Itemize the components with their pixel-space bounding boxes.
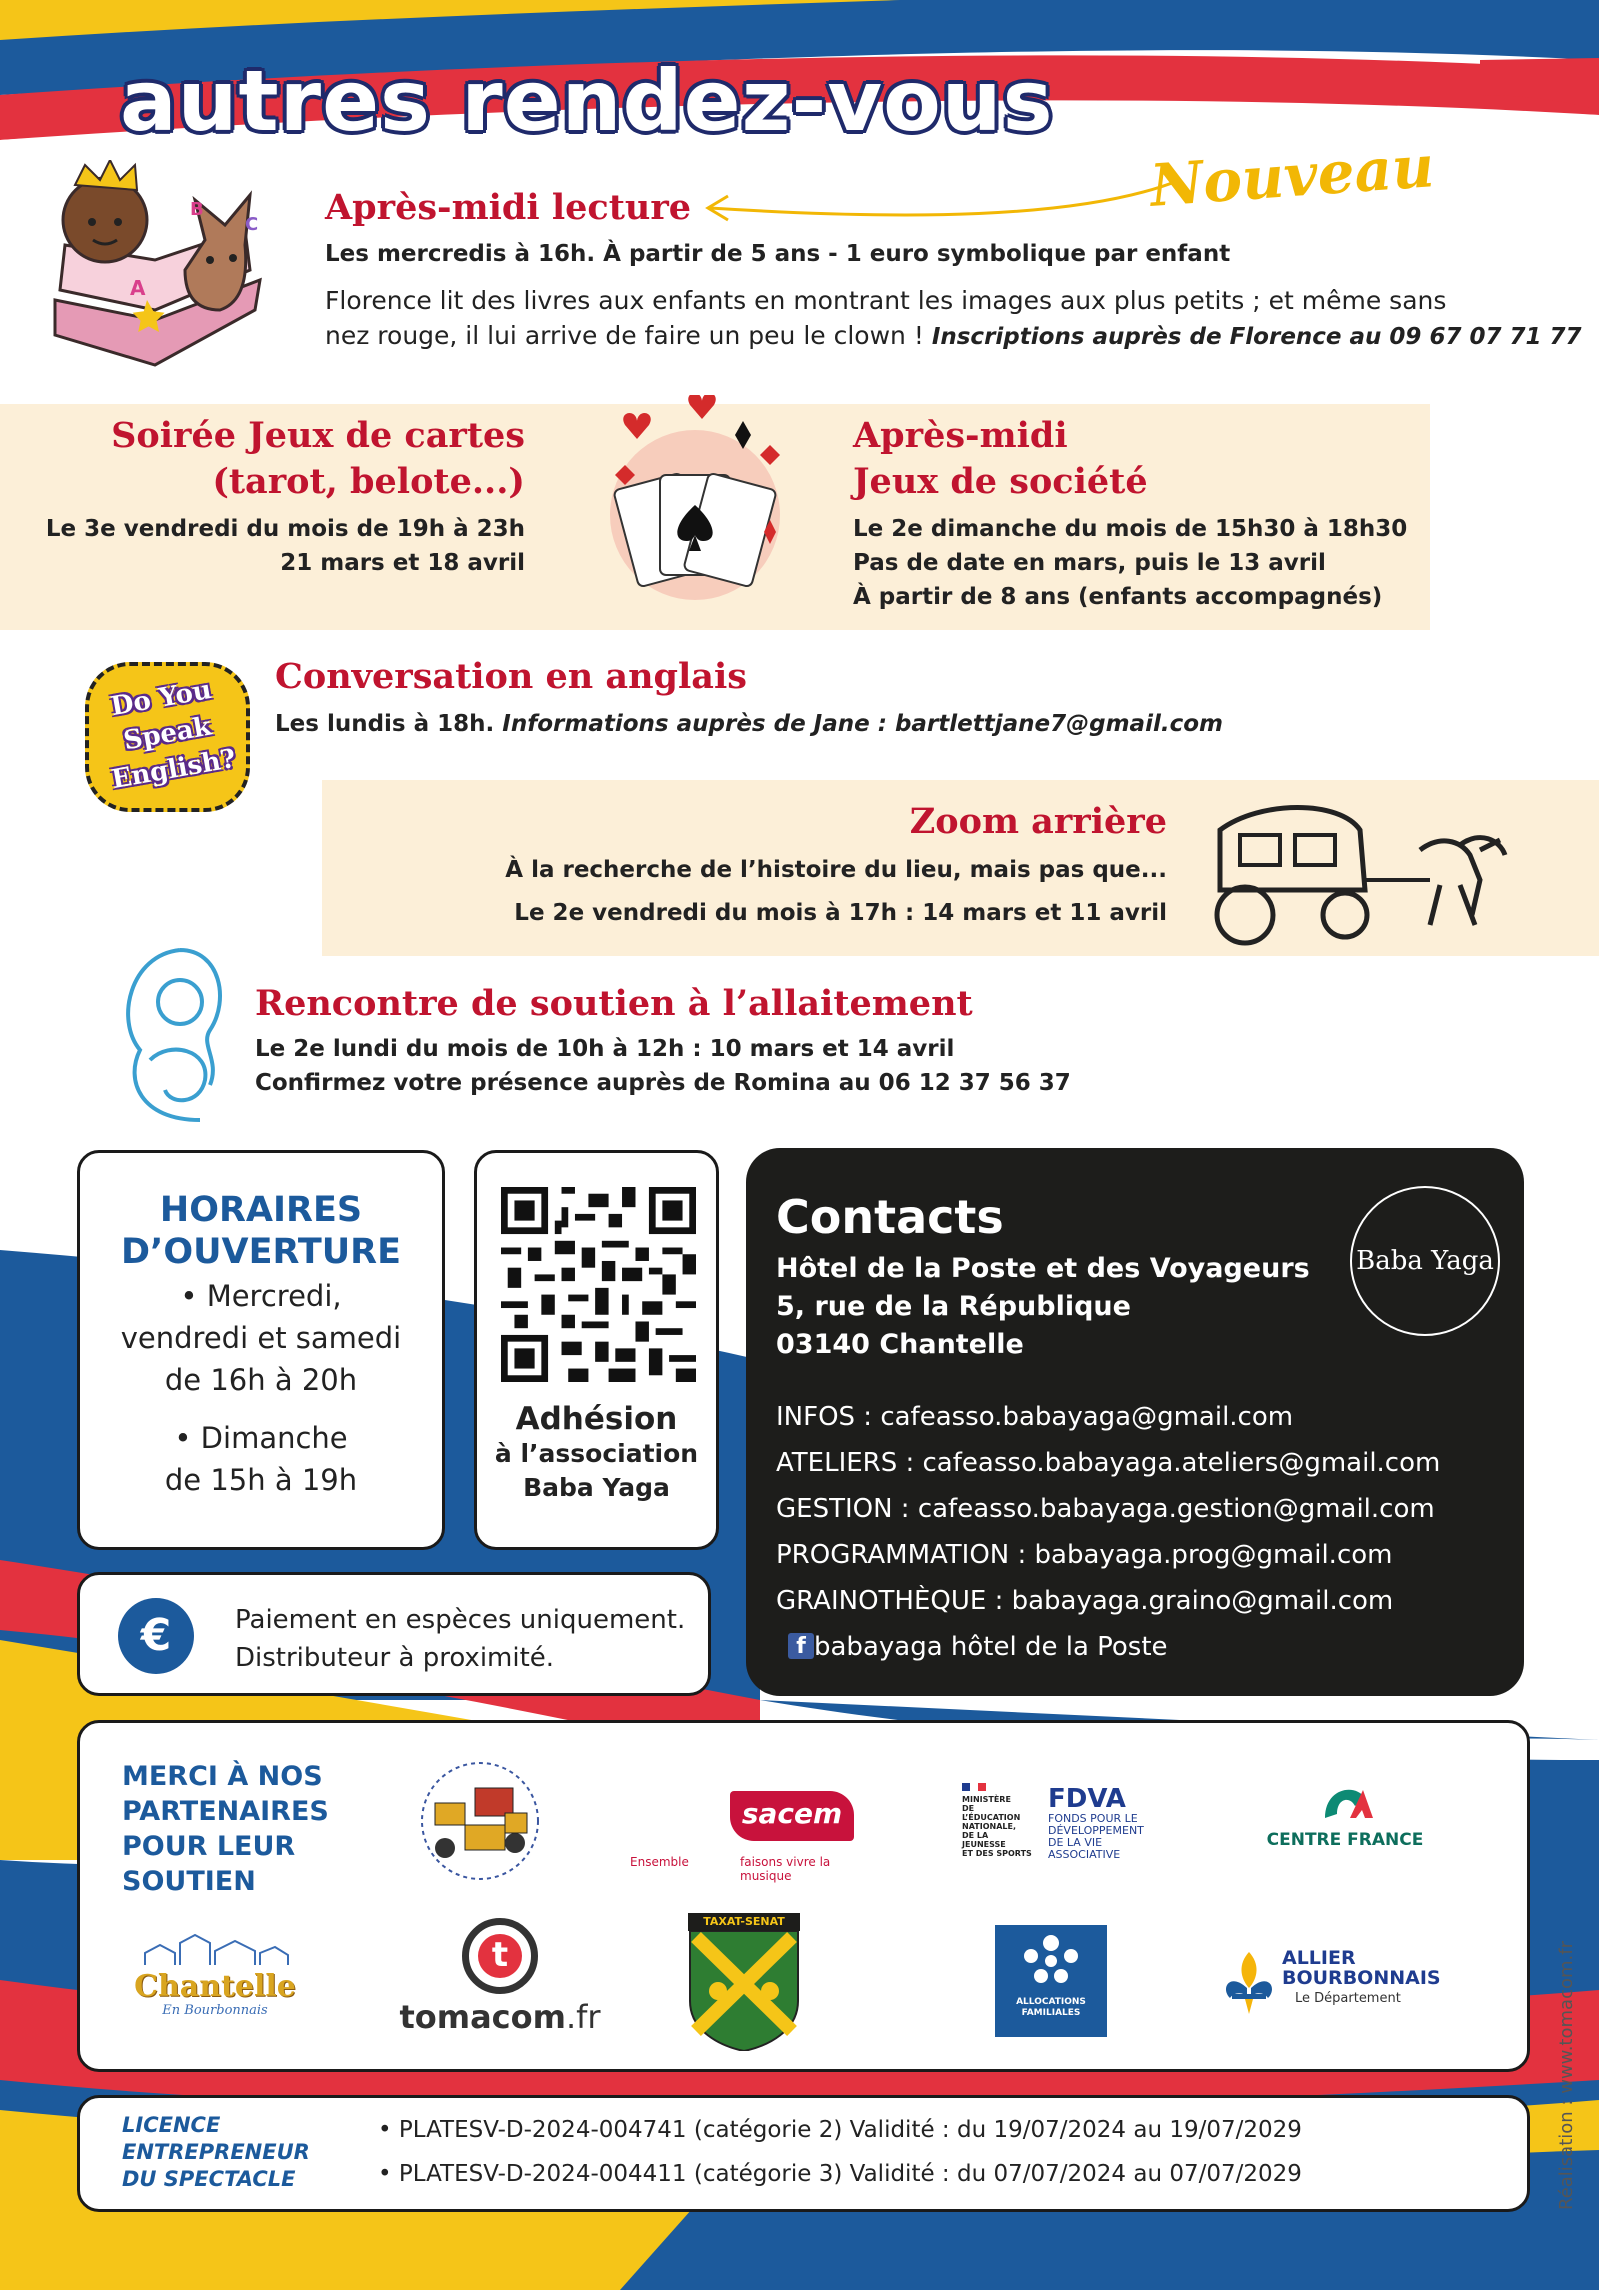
chantelle-name: Chantelle <box>134 1969 296 2004</box>
contact-gestion[interactable]: GESTION : cafeasso.babayaga.gestion@gmail.com <box>776 1494 1435 1524</box>
cartes-title-line1: Soirée Jeux de cartes <box>111 415 525 456</box>
licence-line2: • PLATESV-D-2024-004411 (catégorie 3) Validité : du 07/07/2024 au 07/07/2029 <box>378 2161 1302 2187</box>
partners-title <box>122 1759 329 1899</box>
adhesion-title: Adhésion <box>515 1401 678 1437</box>
chantelle-sub: En Bourbonnais <box>162 2003 268 2018</box>
taxat-senat-name: TAXAT-SENAT <box>688 1913 800 1931</box>
breastfeeding-icon <box>110 940 240 1125</box>
sacem-tag2: faisons vivre la musique <box>740 1855 831 1883</box>
tomacom-icon <box>462 1918 538 1994</box>
contacts-address-3: 03140 Chantelle <box>776 1329 1024 1360</box>
letter-c: C <box>245 214 259 235</box>
partners-title-line3: POUR LEUR <box>122 1831 296 1862</box>
lecture-schedule: Les mercredis à 16h. À partir de 5 ans - 1 euro symbolique par enfant <box>325 241 1231 267</box>
anglais-info <box>275 707 1223 741</box>
allaitement-title: Rencontre de soutien à l’allaitement <box>255 983 973 1024</box>
chantelle-town-icon <box>140 1933 290 1967</box>
fdva-sub1: FONDS POUR LE <box>1048 1812 1138 1825</box>
contacts-panel <box>746 1148 1524 1696</box>
societe-age: À partir de 8 ans (enfants accompagnés) <box>853 584 1383 610</box>
partners-title-line4: SOUTIEN <box>122 1866 256 1897</box>
ministere-logo <box>962 1783 1032 1858</box>
fdva-name: FDVA <box>1048 1784 1126 1814</box>
paiement-line2: Distributeur à proximité. <box>235 1643 555 1673</box>
licence-title <box>122 2112 310 2193</box>
caf-name1: ALLOCATIONS <box>1016 1997 1086 2007</box>
credit-agricole-name: CENTRE FRANCE <box>1266 1830 1424 1850</box>
coat-of-arms-icon <box>688 1931 800 2051</box>
adhesion-box[interactable] <box>474 1150 719 1550</box>
letter-b: B <box>190 199 204 220</box>
horaires-title-line2: D’OUVERTURE <box>120 1232 402 1272</box>
lecture-title: Après-midi lecture <box>325 187 692 228</box>
baba-yaga-logo-text: Baba Yaga <box>1356 1246 1494 1276</box>
ministere-line3: NATIONALE, <box>962 1822 1016 1831</box>
ministere-line4: DE LA JEUNESSE <box>962 1831 1006 1849</box>
zoom-title: Zoom arrière <box>909 801 1167 842</box>
cartes-dates: 21 mars et 18 avril <box>280 550 525 576</box>
adhesion-line3: Baba Yaga <box>523 1473 670 1502</box>
cartes-title-line2: (tarot, belote...) <box>212 461 525 502</box>
licence-line1: • PLATESV-D-2024-004741 (catégorie 2) Validité : du 19/07/2024 au 19/07/2029 <box>378 2117 1302 2143</box>
tomacom-tld: .fr <box>565 1998 601 2036</box>
ministere-line5: ET DES SPORTS <box>962 1849 1032 1858</box>
fdva-logo <box>1048 1785 1144 1861</box>
allier-name1: ALLIER <box>1282 1947 1356 1969</box>
reading-illustration-icon <box>45 160 280 375</box>
societe-schedule: Le 2e dimanche du mois de 15h30 à 18h30 <box>853 516 1408 542</box>
euro-icon: € <box>118 1598 194 1674</box>
allaitement-contact: Confirmez votre présence auprès de Romina au 06 12 37 56 37 <box>255 1070 1071 1096</box>
societe-next-date: Pas de date en mars, puis le 13 avril <box>853 550 1326 576</box>
ministere-line1: MINISTÈRE <box>962 1795 1011 1804</box>
contact-grainotheque[interactable]: GRAINOTHÈQUE : babayaga.graino@gmail.com <box>776 1586 1394 1616</box>
arrow-icon <box>700 170 1200 230</box>
playing-cards-icon <box>585 395 805 615</box>
contacts-address-2: 5, rue de la République <box>776 1291 1131 1322</box>
credit-agricole-icon <box>1315 1778 1375 1826</box>
taxat-senat-logo <box>688 1913 800 2055</box>
caf-name2: FAMILIALES <box>1021 2008 1081 2018</box>
fleur-de-lis-icon <box>1220 1948 1278 2016</box>
fdva-sub3: DE LA VIE <box>1048 1836 1103 1849</box>
anglais-contact: Informations auprès de Jane : bartlettjane7@gmail.com <box>502 711 1223 737</box>
horaires-weekdays-2: vendredi et samedi <box>120 1321 402 1355</box>
badge-line2: Speak <box>121 711 214 757</box>
fdva-sub4: ASSOCIATIVE <box>1048 1848 1121 1861</box>
letter-a: A <box>130 276 146 300</box>
credit-text: Réalisation : www.tomacom.fr <box>1556 1941 1577 2210</box>
qr-code-icon[interactable] <box>501 1187 696 1382</box>
societe-title-line1: Après-midi <box>853 415 1068 456</box>
badge-line1: Do You <box>108 674 214 723</box>
chantelle-logo <box>120 1933 310 2018</box>
contact-programmation[interactable]: PROGRAMMATION : babayaga.prog@gmail.com <box>776 1540 1393 1570</box>
ministere-line2: DE L’ÉDUCATION <box>962 1804 1021 1822</box>
baba-yaga-logo <box>1350 1186 1500 1336</box>
badge-line3: English? <box>109 743 239 796</box>
licence-title-line1: LICENCE <box>122 2113 221 2137</box>
lecture-desc-line2 <box>325 318 1582 355</box>
paiement-line1: Paiement en espèces uniquement. <box>235 1605 686 1635</box>
lecture-desc-line1: Florence lit des livres aux enfants en montrant les images aux plus petits ; et même sans <box>325 286 1447 315</box>
contact-infos[interactable]: INFOS : cafeasso.babayaga@gmail.com <box>776 1402 1294 1432</box>
zoom-schedule: Le 2e vendredi du mois à 17h : 14 mars et 11 avril <box>514 900 1167 926</box>
cartes-schedule: Le 3e vendredi du mois de 19h à 23h <box>45 516 525 542</box>
anglais-title: Conversation en anglais <box>275 656 747 697</box>
nouveau-label: Nouveau <box>1147 132 1437 220</box>
horaires-box <box>77 1150 445 1550</box>
allier-sub: Le Département <box>1295 1991 1401 2006</box>
fdva-sub2: DÉVELOPPEMENT <box>1048 1824 1144 1837</box>
licence-title-line2: ENTREPRENEUR <box>122 2140 310 2164</box>
horaires-weekdays: • Mercredi, <box>180 1279 342 1313</box>
partners-title-line2: PARTENAIRES <box>122 1796 329 1827</box>
paiement-box <box>77 1572 711 1696</box>
anglais-schedule: Les lundis à 18h. <box>275 711 495 737</box>
partners-box <box>77 1720 1530 2072</box>
facebook-icon: f <box>788 1633 814 1659</box>
lecture-desc-text: nez rouge, il lui arrive de faire un peu le clown ! <box>325 321 924 350</box>
zoom-desc: À la recherche de l’histoire du lieu, mais pas que... <box>505 857 1167 883</box>
horaires-title-line1: HORAIRES <box>159 1190 363 1230</box>
contact-facebook[interactable] <box>788 1624 1168 1670</box>
horaires-weekdays-hours: de 16h à 20h <box>164 1363 358 1397</box>
sacem-tag1: Ensemble <box>630 1855 689 1869</box>
societe-title-line2: Jeux de société <box>853 461 1148 502</box>
horaires-sunday: • Dimanche <box>174 1421 348 1455</box>
flag-icon <box>962 1783 986 1791</box>
tomacom-name: tomacom <box>399 1998 566 2036</box>
allier-name2: BOURBONNAIS <box>1282 1967 1441 1989</box>
carriage-icon <box>1190 790 1520 950</box>
page-title: autres rendez-vous <box>120 52 1054 150</box>
tomacom-logo <box>390 1918 610 2036</box>
horaires-sunday-hours: de 15h à 19h <box>164 1463 358 1497</box>
tomacom-letter: t <box>478 1934 522 1978</box>
sacem-name: sacem <box>730 1791 854 1841</box>
contact-ateliers[interactable]: ATELIERS : cafeasso.babayaga.ateliers@gmail.com <box>776 1448 1441 1478</box>
adhesion-line2: à l’association <box>494 1439 699 1468</box>
english-badge <box>75 652 260 822</box>
facebook-label: babayaga hôtel de la Poste <box>814 1632 1168 1662</box>
partners-title-line1: MERCI À NOS <box>122 1761 323 1792</box>
treteaux-logo <box>405 1753 555 1888</box>
caf-logo <box>995 1925 1107 2037</box>
licence-title-line3: DU SPECTACLE <box>122 2167 296 2191</box>
credit-agricole-logo <box>1260 1778 1430 1850</box>
allaitement-schedule: Le 2e lundi du mois de 10h à 12h : 10 mars et 14 avril <box>255 1036 955 1062</box>
contacts-title: Contacts <box>776 1190 1004 1244</box>
licence-box <box>77 2095 1530 2212</box>
caf-family-icon <box>1016 1931 1086 1993</box>
lecture-inscription: Inscriptions auprès de Florence au 09 67 07 71 77 <box>931 324 1582 350</box>
sacem-logo <box>630 1791 880 1881</box>
contacts-address-1: Hôtel de la Poste et des Voyageurs <box>776 1253 1310 1284</box>
